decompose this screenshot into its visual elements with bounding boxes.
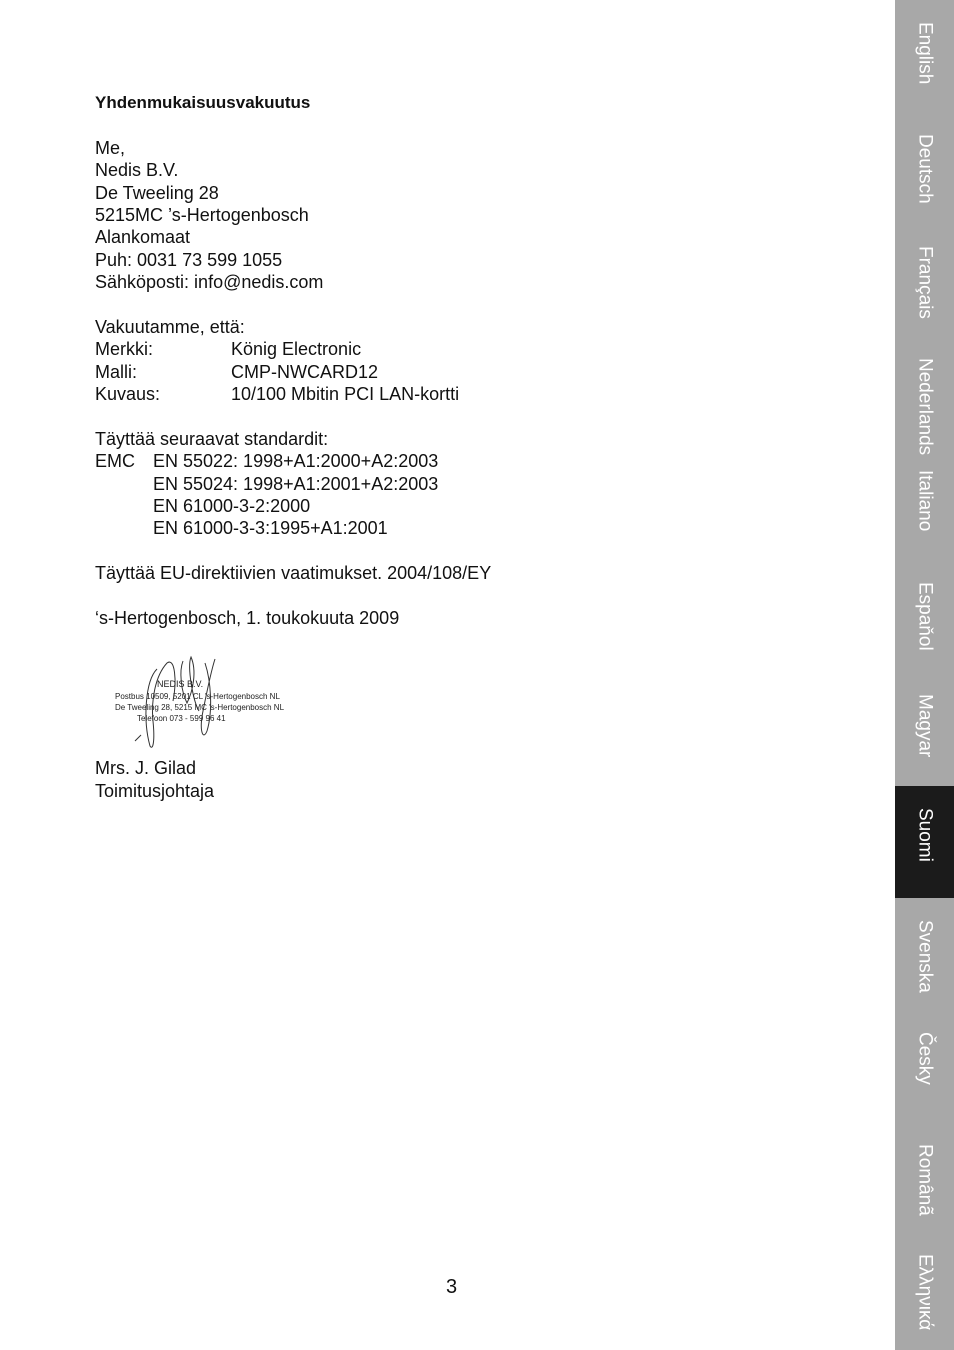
stamp-line: De Tweeling 28, 5215 MC 's-Hertogenbosch NL	[115, 703, 285, 713]
tab-label: Nederlands	[914, 358, 936, 456]
tab-label: Italiano	[914, 470, 936, 532]
standards-list	[95, 450, 855, 540]
tab-ellinika[interactable]	[895, 1232, 954, 1350]
field-key: Kuvaus:	[95, 384, 161, 405]
standard-item: EN 61000-3-3:1995+A1:2001	[153, 518, 388, 539]
tab-label: Deutsch	[914, 134, 936, 204]
document-title: Yhdenmukaisuusvakuutus	[95, 93, 311, 112]
eu-directive: Täyttää EU-direktiivien vaatimukset. 2004/108/EY	[95, 563, 492, 584]
tab-label: English	[914, 22, 936, 85]
company-address	[95, 137, 855, 294]
declare-intro: Vakuutamme, että:	[95, 316, 245, 337]
tab-espanol[interactable]	[895, 560, 954, 672]
tab-label: Espaňol	[914, 582, 936, 651]
tab-deutsch[interactable]	[895, 112, 954, 224]
field-value: CMP-NWCARD12	[231, 361, 379, 382]
field-row	[95, 338, 855, 360]
tab-label: Suomi	[914, 808, 936, 862]
signer-name: Mrs. J. Gilad	[95, 758, 197, 779]
tab-svenska[interactable]	[895, 898, 954, 1010]
field-value: 10/100 Mbitin PCI LAN-kortti	[231, 384, 460, 405]
address-line: De Tweeling 28	[95, 182, 219, 203]
emc-label: EMC	[95, 451, 135, 472]
address-line: Puh: 0031 73 599 1055	[95, 249, 283, 270]
standard-item: EN 55022: 1998+A1:2000+A2:2003	[153, 451, 439, 472]
tab-italiano[interactable]	[895, 448, 954, 560]
field-row	[95, 383, 855, 405]
standard-item: EN 61000-3-2:2000	[153, 496, 311, 517]
address-line: Nedis B.V.	[95, 160, 179, 181]
tab-francais[interactable]	[895, 224, 954, 336]
signature-stamp	[95, 641, 285, 751]
tab-cesky[interactable]	[895, 1010, 954, 1122]
standard-row	[95, 450, 855, 472]
place-date: ‘s-Hertogenbosch, 1. toukokuuta 2009	[95, 607, 400, 628]
standards-intro: Täyttää seuraavat standardit:	[95, 428, 329, 449]
tab-label: Românã	[914, 1144, 936, 1216]
stamp-company: NEDIS B.V.	[157, 679, 204, 690]
field-value: König Electronic	[231, 339, 362, 360]
tab-nederlands[interactable]	[895, 336, 954, 456]
field-row	[95, 361, 855, 383]
tab-romana[interactable]	[895, 1122, 954, 1232]
stamp-line: Telefoon 073 - 599 96 41	[137, 714, 226, 724]
declaration-document	[95, 92, 855, 802]
tab-label: Magyar	[914, 694, 936, 758]
field-key: Malli:	[95, 361, 138, 382]
product-fields	[95, 338, 855, 405]
tab-label: Français	[914, 246, 936, 319]
tab-label: Svenska	[914, 920, 936, 993]
tab-magyar[interactable]	[895, 672, 954, 786]
tab-english[interactable]	[895, 0, 954, 112]
signer-title: Toimitusjohtaja	[95, 780, 215, 801]
address-line: Sähköposti: info@nedis.com	[95, 272, 324, 293]
tab-suomi[interactable]	[895, 786, 954, 898]
stamp-line: Postbus 10509, 5201 CL 's-Hertogenbosch NL	[115, 692, 280, 702]
tab-label: Ελληνικά	[914, 1254, 936, 1331]
page-number: 3	[446, 1276, 458, 1298]
address-line: 5215MC ’s-Hertogenbosch	[95, 204, 309, 225]
tab-label: Česky	[914, 1032, 936, 1085]
field-key: Merkki:	[95, 339, 153, 360]
address-line: Me,	[95, 137, 126, 158]
standard-item: EN 55024: 1998+A1:2001+A2:2003	[153, 473, 439, 494]
language-sidebar	[895, 0, 954, 1350]
address-line: Alankomaat	[95, 227, 191, 248]
